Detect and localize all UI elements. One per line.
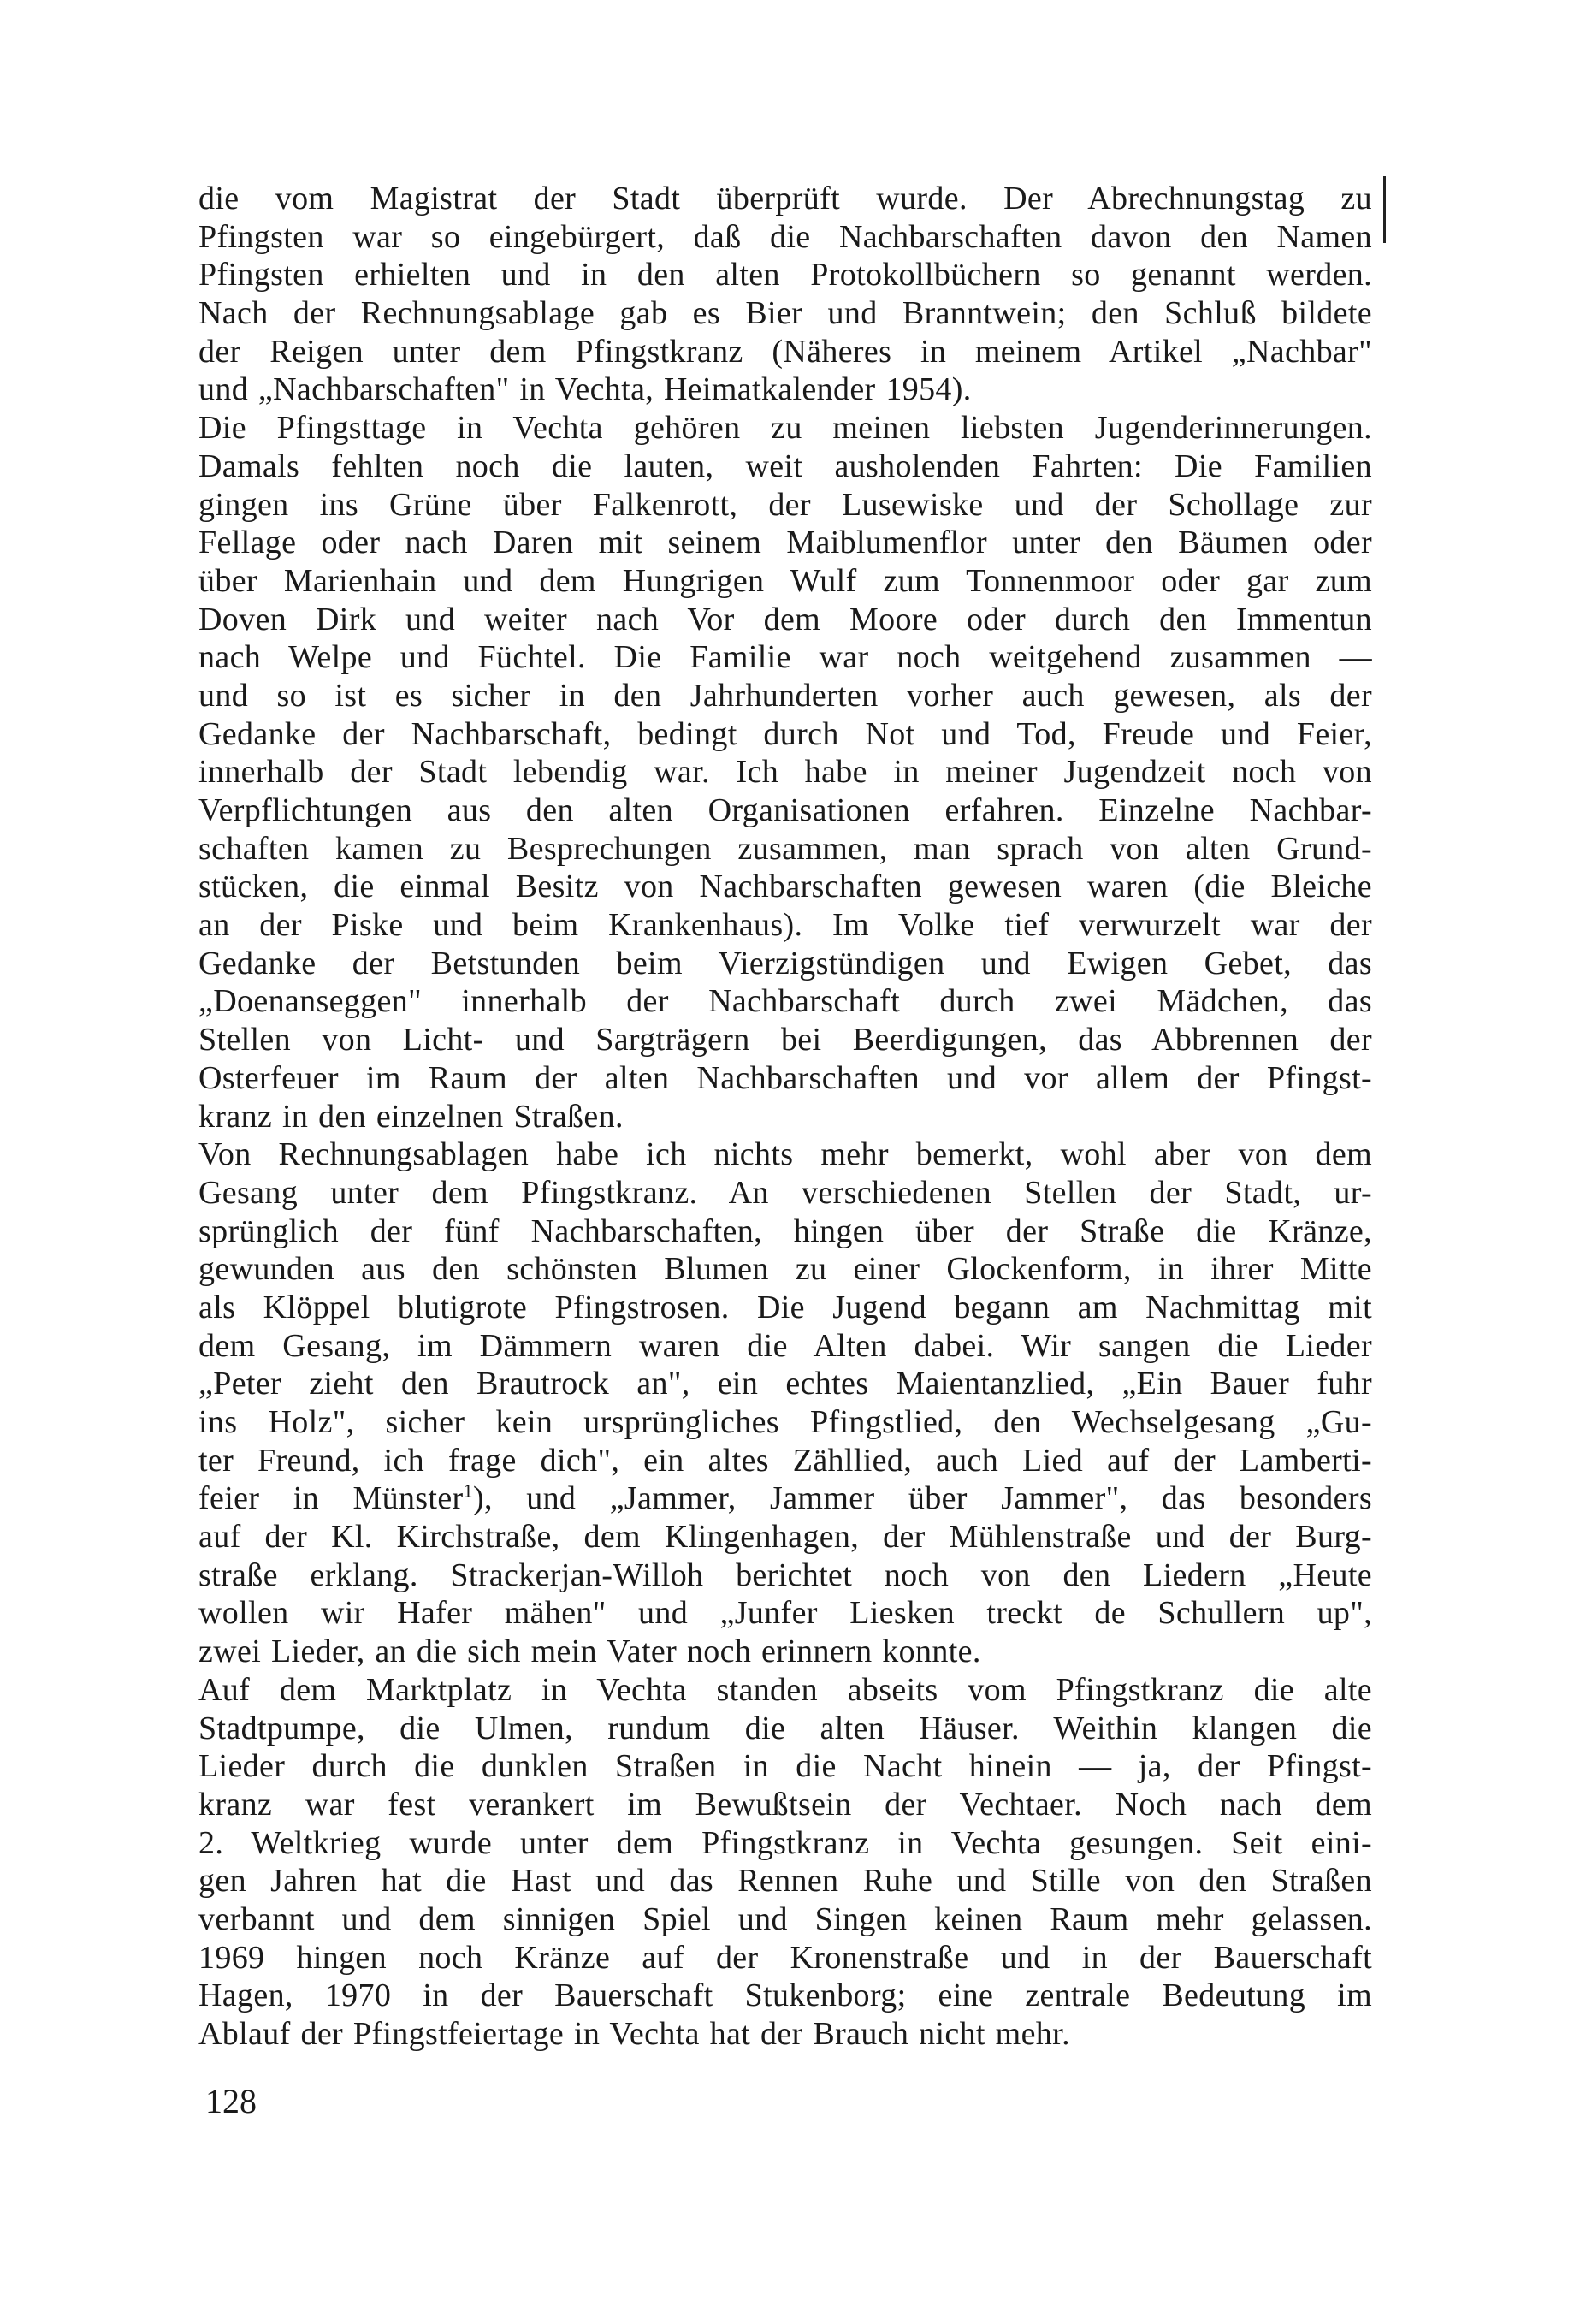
text-line: Gesang unter dem Pfingstkranz. An verschiedenen Stellen der Stadt, ur-	[198, 1174, 1372, 1211]
text-line: als Klöppel blutigrote Pfingstrosen. Die Jugend begann am Nachmittag mit	[198, 1289, 1372, 1325]
paragraph	[198, 1671, 1372, 2054]
text-line: die vom Magistrat der Stadt überprüft wurde. Der Abrechnungstag zu	[198, 181, 1372, 216]
text-line: Verpflichtungen aus den alten Organisationen erfahren. Einzelne Nachbar-	[198, 792, 1372, 828]
text-line: wollen wir Hafer mähen" und „Junfer Liesken treckt de Schullern up",	[198, 1595, 1372, 1632]
text-line: innerhalb der Stadt lebendig war. Ich habe in meiner Jugendzeit noch von	[198, 754, 1372, 791]
text-line: über Marienhain und dem Hungrigen Wulf zum Tonnenmoor oder gar zum	[198, 562, 1372, 599]
paragraph	[198, 409, 1372, 1135]
margin-change-bar	[1383, 176, 1386, 243]
body-text	[198, 180, 1372, 2054]
text-line: gewunden aus den schönsten Blumen zu einer Glockenform, in ihrer Mitte	[198, 1251, 1372, 1288]
text-line: 2. Weltkrieg wurde unter dem Pfingstkranz in Vechta gesungen. Seit eini-	[198, 1824, 1372, 1861]
text-line: Pfingsten erhielten und in den alten Protokollbüchern so genannt werden.	[198, 257, 1372, 293]
text-line: „Doenanseggen" innerhalb der Nachbarschaft durch zwei Mädchen, das	[198, 983, 1372, 1020]
text-line: zwei Lieder, an die sich mein Vater noch erinnern konnte.	[198, 1633, 981, 1670]
text-line: Doven Dirk und weiter nach Vor dem Moore oder durch den Immentun	[198, 601, 1372, 637]
text-line: nach Welpe und Füchtel. Die Familie war noch weitgehend zusammen —	[198, 639, 1372, 676]
text-line: kranz in den einzelnen Straßen.	[198, 1098, 624, 1135]
text-line: Nach der Rechnungsablage gab es Bier und Branntwein; den Schluß bildete	[198, 295, 1372, 332]
text-line: gen Jahren hat die Hast und das Rennen Ruhe und Stille von den Straßen	[198, 1863, 1372, 1900]
text-line: straße erklang. Strackerjan-Willoh berichtet noch von den Liedern „Heute	[198, 1556, 1372, 1593]
text-line: verbannt und dem sinnigen Spiel und Singen keinen Raum mehr gelassen.	[198, 1900, 1372, 1937]
footnote-marker: 1	[463, 1479, 473, 1502]
text-line: stücken, die einmal Besitz von Nachbarschaften gewesen waren (die Bleiche	[198, 869, 1372, 905]
text-line: 1969 hingen noch Kränze auf der Kronenstraße und in der Bauerschaft	[198, 1939, 1372, 1976]
paragraph	[198, 180, 1372, 409]
text-line: ter Freund, ich frage dich", ein altes Zähllied, auch Lied auf der Lamberti-	[198, 1442, 1372, 1479]
text-line: gingen ins Grüne über Falkenrott, der Lusewiske und der Schollage zur	[198, 486, 1372, 523]
text-line: Fellage oder nach Daren mit seinem Maiblumenflor unter den Bäumen oder	[198, 525, 1372, 561]
text-line: schaften kamen zu Besprechungen zusammen, man sprach von alten Grund-	[198, 830, 1372, 867]
text-line: Damals fehlten noch die lauten, weit ausholenden Fahrten: Die Familien	[198, 448, 1372, 484]
text-line: ins Holz", sicher kein ursprüngliches Pfingstlied, den Wechselgesang „Gu-	[198, 1404, 1372, 1440]
text-line: Ablauf der Pfingstfeiertage in Vechta hat der Brauch nicht mehr.	[198, 2016, 1070, 2052]
text-line: der Reigen unter dem Pfingstkranz (Näheres in meinem Artikel „Nachbar"	[198, 333, 1372, 370]
text-line: kranz war fest verankert im Bewußtsein der Vechtaer. Noch nach dem	[198, 1786, 1372, 1823]
text-line: an der Piske und beim Krankenhaus). Im Volke tief verwurzelt war der	[198, 907, 1372, 944]
text-line: Stadtpumpe, die Ulmen, rundum die alten Häuser. Weithin klangen die	[198, 1710, 1372, 1746]
text-line: Gedanke der Nachbarschaft, bedingt durch Not und Tod, Freude und Feier,	[198, 715, 1372, 752]
page-number: 128	[205, 2082, 257, 2120]
text-line: Osterfeuer im Raum der alten Nachbarschaften und vor allem der Pfingst-	[198, 1059, 1372, 1096]
text-line: sprünglich der fünf Nachbarschaften, hingen über der Straße die Kränze,	[198, 1212, 1372, 1249]
text-line: auf der Kl. Kirchstraße, dem Klingenhagen, der Mühlenstraße und der Burg-	[198, 1519, 1372, 1556]
text-line: Lieder durch die dunklen Straßen in die Nacht hinein — ja, der Pfingst-	[198, 1748, 1372, 1785]
text-line: Auf dem Marktplatz in Vechta standen abseits vom Pfingstkranz die alte	[198, 1671, 1372, 1708]
text-line: Stellen von Licht- und Sargträgern bei Beerdigungen, das Abbrennen der	[198, 1022, 1372, 1058]
text-line: Pfingsten war so eingebürgert, daß die Nachbarschaften davon den Namen	[198, 218, 1372, 255]
text-line: Gedanke der Betstunden beim Vierzigstündigen und Ewigen Gebet, das	[198, 945, 1372, 981]
text-line: Hagen, 1970 in der Bauerschaft Stukenborg; eine zentrale Bedeutung im	[198, 1977, 1372, 2014]
text-line: Von Rechnungsablagen habe ich nichts mehr bemerkt, wohl aber von dem	[198, 1136, 1372, 1173]
text-line: „Peter zieht den Brautrock an", ein echtes Maientanzlied, „Ein Bauer fuhr	[198, 1366, 1372, 1402]
text-line: feier in Münster$^1$), und „Jammer, Jammer über Jammer", das besonders	[198, 1479, 1372, 1517]
text-line: und „Nachbarschaften" in Vechta, Heimatkalender 1954).	[198, 371, 972, 408]
text-line: dem Gesang, im Dämmern waren die Alten dabei. Wir sangen die Lieder	[198, 1327, 1372, 1364]
text-line: Die Pfingsttage in Vechta gehören zu meinen liebsten Jugenderinnerungen.	[198, 410, 1372, 447]
paragraph	[198, 1135, 1372, 1671]
text-line: und so ist es sicher in den Jahrhunderten vorher auch gewesen, als der	[198, 677, 1372, 714]
